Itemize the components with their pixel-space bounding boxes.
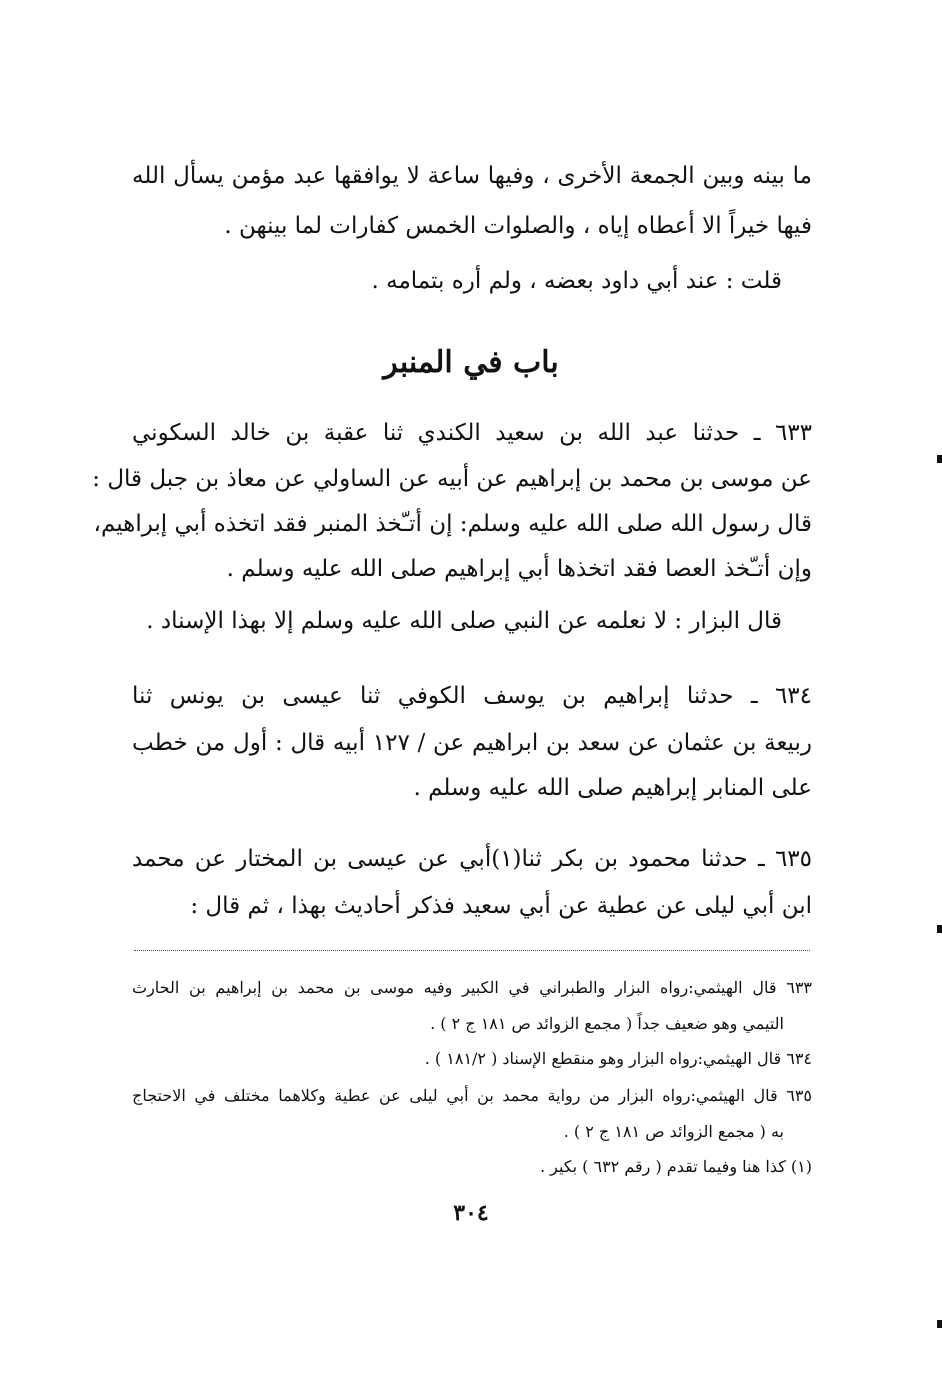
footnote-1: (١) كذا هنا وفيما تقدم ( رقم ٦٣٢ ) بكير .: [539, 1157, 812, 1176]
footnote-separator: [134, 950, 810, 951]
hadith-633-line: ٦٣٣ ـ حدثنا عبد الله بن سعيد الكندي ثنا عقبة بن خالد السكوني: [132, 420, 812, 446]
hadith-633-line: قال رسول الله صلى الله عليه وسلم: إن أتـّخذ المنبر فقد اتخذه أبي إبراهيم،: [93, 511, 812, 537]
scan-edge-mark: [937, 1320, 942, 1328]
hadith-635-line: ابن أبي ليلى عن عطية عن أبي سعيد فذكر أحاديث بهذا ، ثم قال :: [190, 893, 812, 919]
text-line: فيها خيراً الا أعطاه إياه ، والصلوات الخمس كفارات لما بينهن .: [224, 213, 812, 239]
bazzar-note: قال البزار : لا نعلمه عن النبي صلى الله عليه وسلم إلا بهذا الإسناد .: [146, 608, 782, 634]
hadith-635-line: ٦٣٥ ـ حدثنا محمود بن بكر ثنا(١)أبي عن عيسى بن المختار عن محمد: [132, 846, 812, 872]
footnote-634: ٦٣٤ قال الهيثمي:رواه البزار وهو منقطع الإسناد ( ١٨١/٢ ) .: [424, 1049, 812, 1068]
hadith-634-line: ربيعة بن عثمان عن سعد بن ابراهيم عن / ١٢٧ أبيه قال : أول من خطب: [132, 730, 812, 756]
chapter-title: باب في المنبر: [383, 345, 559, 380]
text-line: ما بينه وبين الجمعة الأخرى ، وفيها ساعة لا يوافقها عبد مؤمن يسأل الله: [132, 163, 812, 189]
hadith-634-line: على المنابر إبراهيم صلى الله عليه وسلم .: [413, 775, 812, 801]
hadith-633-line: عن موسى بن محمد بن إبراهيم عن أبيه عن الساولي عن معاذ بن جبل قال :: [92, 466, 812, 492]
author-note: قلت : عند أبي داود بعضه ، ولم أره بتمامه .: [371, 268, 782, 294]
footnote-635: ٦٣٥ قال الهيثمي:رواه البزار من رواية محمد بن أبي ليلى عن عطية وكلاهما مختلف في الاحتجاج: [132, 1086, 812, 1105]
page-number: ٣٠٤: [453, 1200, 489, 1226]
footnote-633-continued: التيمي وهو ضعيف جداً ( مجمع الزوائد ص ١٨١ ج ٢ ) .: [430, 1014, 784, 1033]
scan-edge-mark: [937, 455, 942, 463]
footnote-635-continued: به ( مجمع الزوائد ص ١٨١ ج ٢ ) .: [563, 1122, 784, 1141]
footnote-633: ٦٣٣ قال الهيثمي:رواه البزار والطبراني في الكبير وفيه موسى بن محمد بن إبراهيم بن الحارث: [132, 978, 812, 997]
scan-edge-mark: [937, 925, 942, 933]
hadith-634-line: ٦٣٤ ـ حدثنا إبراهيم بن يوسف الكوفي ثنا عيسى بن يونس ثنا: [132, 683, 812, 709]
hadith-633-line: وإن أتـّخذ العصا فقد اتخذها أبي إبراهيم صلى الله عليه وسلم .: [226, 556, 812, 582]
